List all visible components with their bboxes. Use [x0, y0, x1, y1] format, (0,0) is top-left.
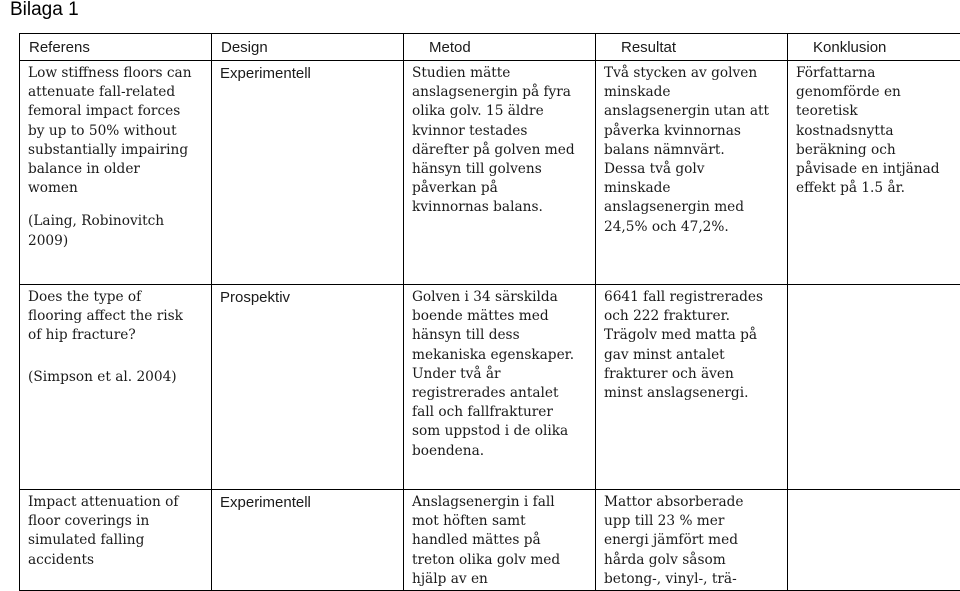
- resultat-text: Mattor absorberade upp till 23 % mer energi jämfört med hårda golv såsom betong-, vinyl-, trä-: [604, 494, 744, 587]
- metod-text: Golven i 34 särskilda boende mättes med hänsyn till dess mekaniska egenskaper. Under två år registrerades antalet fall och fallfrakturer som uppstod i de olika boendena.: [412, 289, 575, 459]
- cell-konklusion: [788, 285, 960, 490]
- cell-referens: [20, 490, 212, 591]
- literature-table: [19, 33, 960, 591]
- table-row: [20, 285, 960, 490]
- table-header-row: [20, 34, 960, 61]
- cell-design: [212, 285, 404, 490]
- konklusion-text: [788, 490, 960, 493]
- metod-text: Anslagsenergin i fall mot höften samt handled mättes på treton olika golv med hjälp av en: [412, 494, 561, 587]
- cell-metod: [404, 285, 596, 490]
- header-resultat: Resultat: [596, 34, 788, 61]
- header-konklusion: Konklusion: [788, 34, 960, 61]
- table-row: [20, 61, 960, 285]
- reference-title: Does the type of flooring affect the risk of hip fracture?: [28, 289, 183, 344]
- cell-metod: [404, 61, 596, 285]
- cell-referens: [20, 61, 212, 285]
- cell-referens: [20, 285, 212, 490]
- reference-title: Low stiffness floors can attenuate fall-related femoral impact forces by up to 50% without substantially impairing balance in older women: [28, 65, 192, 197]
- reference-citation: (Simpson et al. 2004): [28, 368, 177, 385]
- page-title: Bilaga 1: [10, 0, 79, 20]
- konklusion-text: Författarna genomförde en teoretisk kostnadsnytta beräkning och påvisade en intjänad effekt på 1.5 år.: [796, 65, 940, 197]
- cell-design: [212, 61, 404, 285]
- header-referens: Referens: [20, 34, 212, 61]
- cell-resultat: [596, 490, 788, 591]
- resultat-text: Två stycken av golven minskade anslagsenergin utan att påverka kvinnornas balans nämnvärt. Dessa två golv minskade anslagsenergin med 24,5% och 47,2%.: [604, 65, 769, 235]
- reference-title: Impact attenuation of floor coverings in simulated falling accidents: [28, 494, 179, 568]
- design-text: Experimentell: [220, 65, 311, 82]
- header-design: Design: [212, 34, 404, 61]
- cell-resultat: [596, 285, 788, 490]
- cell-konklusion: [788, 61, 960, 285]
- reference-citation: (Laing, Robinovitch 2009): [28, 213, 165, 249]
- header-metod: Metod: [404, 34, 596, 61]
- cell-konklusion: [788, 490, 960, 591]
- design-text: Experimentell: [220, 494, 311, 511]
- design-text: Prospektiv: [220, 289, 291, 306]
- table-row: [20, 490, 960, 591]
- resultat-text: 6641 fall registrerades och 222 frakturer. Trägolv med matta på gav minst antalet frakturer och även minst anslagsenergi.: [604, 289, 764, 402]
- konklusion-text: [788, 285, 960, 288]
- metod-text: Studien mätte anslagsenergin på fyra olika golv. 15 äldre kvinnor testades därefter på golven med hänsyn till golvens påverkan på kvinnornas balans.: [412, 65, 575, 216]
- cell-metod: [404, 490, 596, 591]
- cell-resultat: [596, 61, 788, 285]
- cell-design: [212, 490, 404, 591]
